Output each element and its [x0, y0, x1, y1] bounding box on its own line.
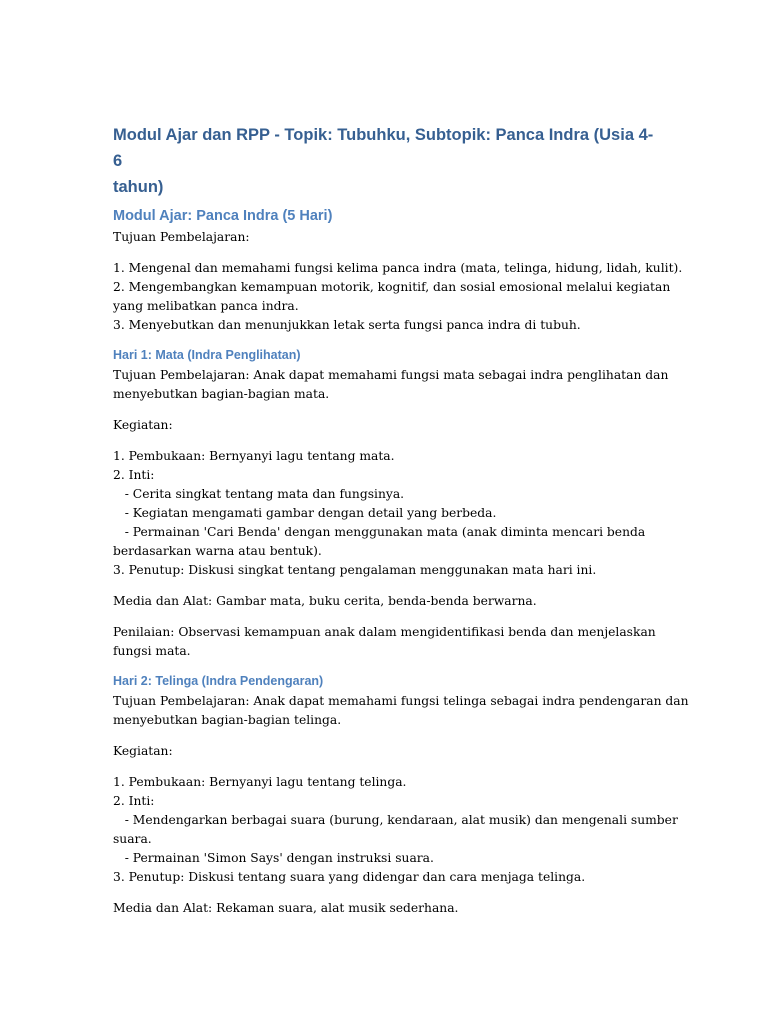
- document-page: [113, 122, 689, 918]
- document-title-line: tahun): [113, 178, 164, 196]
- hari2-media: Media dan Alat: Rekaman suara, alat musik sederhana.: [113, 901, 459, 915]
- hari2-kegiatan-item: - Mendengarkan berbagai suara (burung, kendaraan, alat musik) dan mengenali sumber: [113, 813, 678, 827]
- hari2-tujuan: Tujuan Pembelajaran: Anak dapat memahami fungsi telinga sebagai indra pendengaran dan: [113, 694, 689, 708]
- hari2-kegiatan-item: suara.: [113, 832, 152, 846]
- document-title-line: Modul Ajar dan RPP - Topik: Tubuhku, Subtopik: Panca Indra (Usia 4-6: [113, 126, 654, 170]
- hari2-tujuan: menyebutkan bagian-bagian telinga.: [113, 713, 342, 727]
- hari1-penilaian: Penilaian: Observasi kemampuan anak dalam mengidentifikasi benda dan menjelaskan: [113, 625, 656, 639]
- hari2-kegiatan-item: 2. Inti:: [113, 794, 155, 808]
- hari2-kegiatan-item: 1. Pembukaan: Bernyanyi lagu tentang telinga.: [113, 775, 407, 789]
- tujuan-item: 2. Mengembangkan kemampuan motorik, kognitif, dan sosial emosional melalui kegiatan: [113, 280, 671, 294]
- hari2-heading: Hari 2: Telinga (Indra Pendengaran): [113, 674, 324, 688]
- hari2-kegiatan-item: - Permainan 'Simon Says' dengan instruksi suara.: [113, 851, 434, 865]
- hari2-kegiatan-label: Kegiatan:: [113, 744, 173, 758]
- hari1-kegiatan-item: - Cerita singkat tentang mata dan fungsinya.: [113, 487, 405, 501]
- hari1-tujuan: Tujuan Pembelajaran: Anak dapat memahami fungsi mata sebagai indra penglihatan dan: [113, 368, 669, 382]
- document-title: [113, 122, 661, 200]
- hari1-kegiatan-item: 1. Pembukaan: Bernyanyi lagu tentang mata.: [113, 449, 395, 463]
- hari1-heading: Hari 1: Mata (Indra Penglihatan): [113, 348, 301, 362]
- tujuan-label: Tujuan Pembelajaran:: [113, 230, 250, 244]
- tujuan-item: yang melibatkan panca indra.: [113, 299, 299, 313]
- hari1-tujuan: menyebutkan bagian-bagian mata.: [113, 387, 330, 401]
- hari1-kegiatan-item: berdasarkan warna atau bentuk).: [113, 544, 322, 558]
- hari1-penilaian: fungsi mata.: [113, 644, 191, 658]
- tujuan-item: 3. Menyebutkan dan menunjukkan letak serta fungsi panca indra di tubuh.: [113, 318, 581, 332]
- hari1-kegiatan-item: - Kegiatan mengamati gambar dengan detail yang berbeda.: [113, 506, 497, 520]
- hari1-media: Media dan Alat: Gambar mata, buku cerita, benda-benda berwarna.: [113, 594, 537, 608]
- hari1-kegiatan-item: - Permainan 'Cari Benda' dengan menggunakan mata (anak diminta mencari benda: [113, 525, 646, 539]
- hari1-kegiatan-label: Kegiatan:: [113, 418, 173, 432]
- modul-heading: Modul Ajar: Panca Indra (5 Hari): [113, 208, 333, 224]
- hari1-kegiatan-item: 3. Penutup: Diskusi singkat tentang pengalaman menggunakan mata hari ini.: [113, 563, 597, 577]
- hari2-kegiatan-item: 3. Penutup: Diskusi tentang suara yang didengar dan cara menjaga telinga.: [113, 870, 586, 884]
- tujuan-item: 1. Mengenal dan memahami fungsi kelima panca indra (mata, telinga, hidung, lidah, kulit).: [113, 261, 683, 275]
- hari1-kegiatan-item: 2. Inti:: [113, 468, 155, 482]
